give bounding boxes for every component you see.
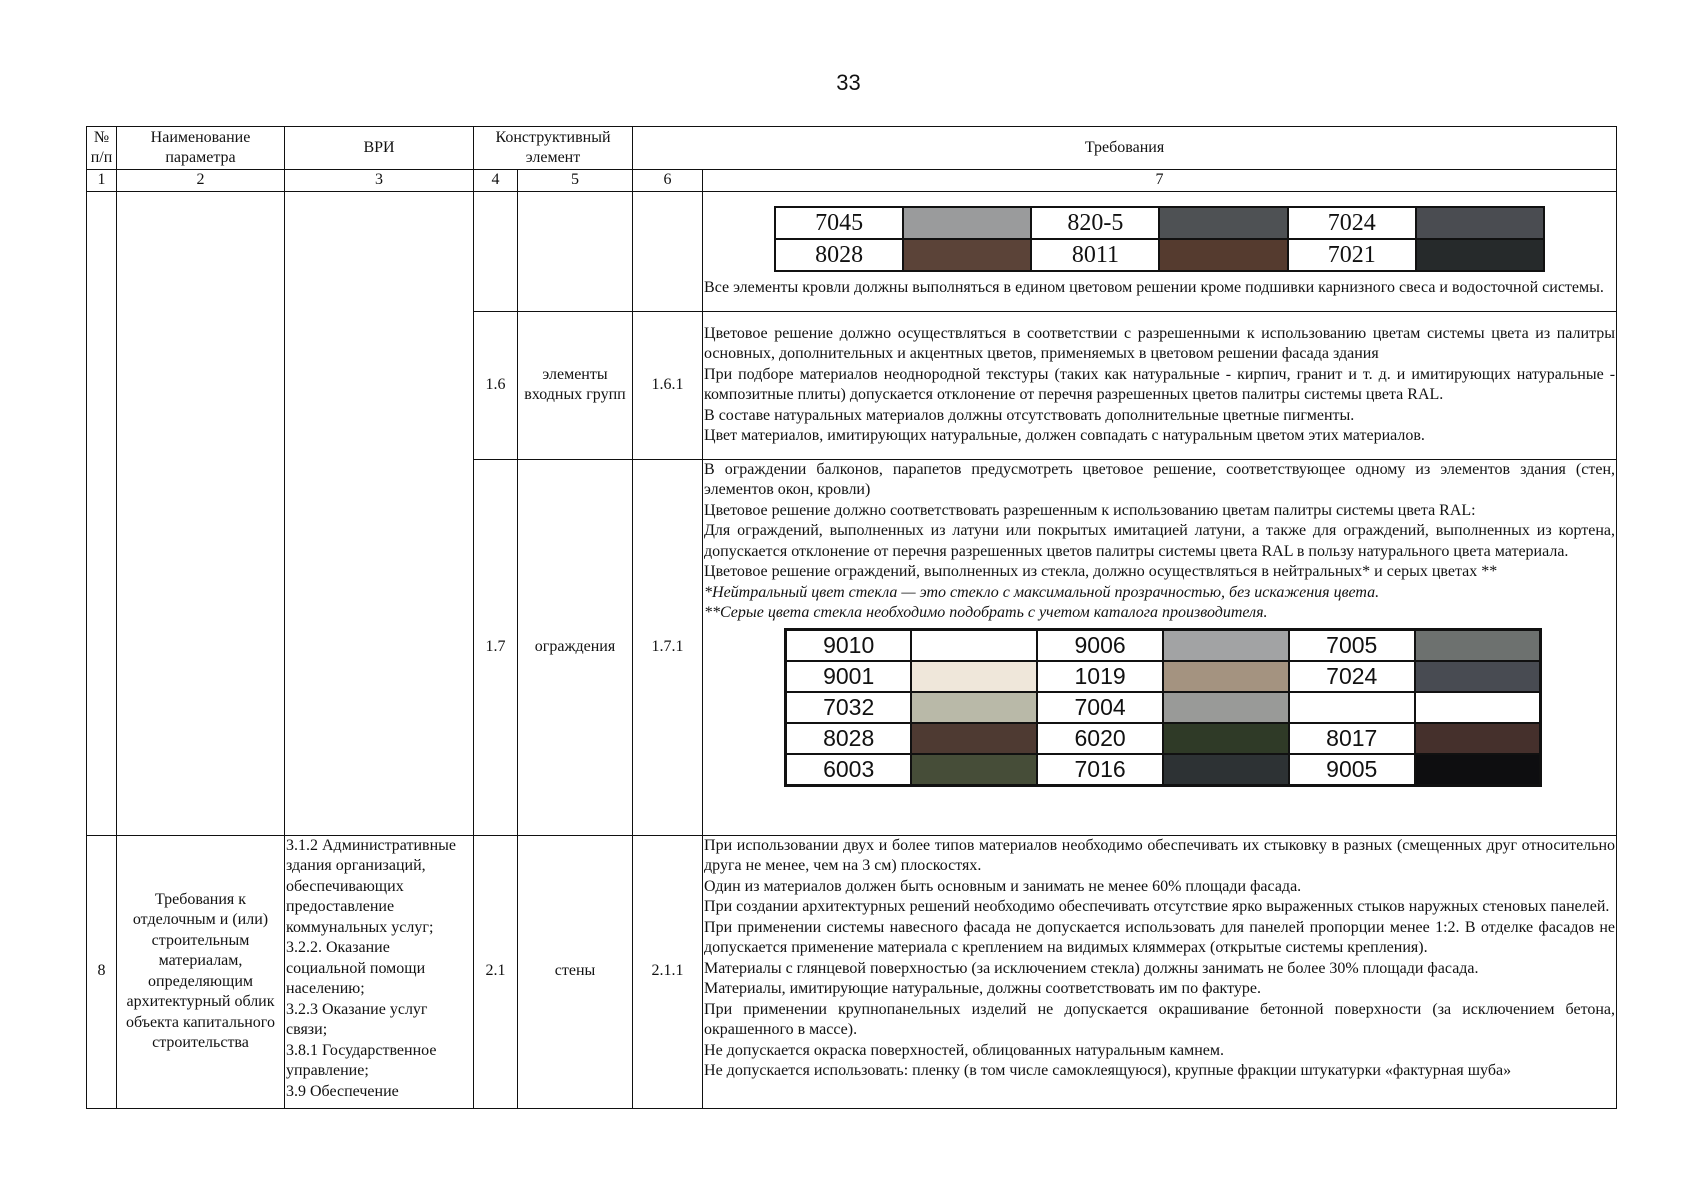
- color-swatch: [903, 239, 1031, 271]
- column-numbers-row: [87, 170, 1617, 192]
- requirement-paragraph: Цветовое решение должно соответствовать разрешенным к использованию цветам палитры системы цвета RAL:: [704, 501, 1476, 519]
- requirement-paragraph: При применении системы навесного фасада не допускается использовать для панелей пропорции менее 1:2. В отделке фасадов не допускается применение материала с креплением на видимых кляммерах (открытые системы крепления).: [704, 918, 1616, 956]
- vri-item: 3.9 Обеспечение: [286, 1082, 399, 1100]
- requirement-paragraph: Материалы, имитирующие натуральные, должны соответствовать им по фактуре.: [704, 980, 1261, 997]
- page-number: 33: [836, 70, 861, 95]
- ral-code: 6020: [1037, 723, 1163, 754]
- roof-color-palette: [774, 206, 1545, 272]
- footnote: **Серые цвета стекла необходимо подобрать с учетом каталога производителя.: [704, 604, 1268, 621]
- ral-code: 7016: [1037, 754, 1163, 786]
- requirements-table: [86, 126, 1617, 1109]
- vri-item: 3.2.2. Оказание социальной помощи населению;: [286, 939, 426, 997]
- color-swatch: [1159, 239, 1287, 271]
- column-number: 5: [518, 170, 633, 192]
- requirement-paragraph: При создании архитектурных решений необходимо обеспечивать отсутствие ярко выраженных стыков наружных стеновых панелей.: [704, 898, 1610, 915]
- column-number: 1: [87, 170, 117, 192]
- ral-code: 9005: [1289, 754, 1415, 786]
- color-swatch: [911, 661, 1037, 692]
- cell-empty: [474, 191, 518, 311]
- ral-code: 8028: [786, 723, 912, 754]
- requirement-paragraph: При использовании двух и более типов материалов необходимо обеспечивать их стыковку в разных (смещенных друг относительно друга не менее, чем на 3 см) плоскостях.: [704, 836, 1616, 874]
- element-name: стены: [518, 835, 633, 1108]
- requirement-paragraph: Цветовое решение должно осуществляться в соответствии с разрешенными к использованию цветам системы цвета из палитры основных, дополнительных и акцентных цветов, применяемых в цветовом решении фасада здания: [704, 324, 1616, 362]
- column-number: 2: [117, 170, 285, 192]
- ral-code: 820-5: [1031, 207, 1159, 239]
- color-swatch: [1163, 661, 1289, 692]
- element-name: ограждения: [518, 459, 633, 835]
- color-swatch: [911, 754, 1037, 786]
- entrance-requirements: [703, 311, 1617, 459]
- requirement-paragraph: Для ограждений, выполненных из латуни или покрытых имитацией латуни, а также для ограждений, выполненных из кортена, допускается отклонение от перечня разрешенных цветов палитры системы цвета RAL в пользу натурального цвета материала.: [704, 522, 1616, 560]
- color-swatch: [1415, 692, 1541, 723]
- requirement-paragraph: Материалы с глянцевой поверхностью (за исключением стекла) должны занимать не более 30% площади фасада.: [704, 959, 1479, 977]
- color-swatch: [1415, 629, 1541, 661]
- color-swatch: [911, 692, 1037, 723]
- column-number: 7: [703, 170, 1617, 192]
- footnote: *Нейтральный цвет стекла — это стекло с максимальной прозрачностью, без искажения цвета.: [704, 583, 1380, 601]
- color-swatch: [1163, 629, 1289, 661]
- roof-requirements: [703, 191, 1617, 311]
- roof-text: Все элементы кровли должны выполняться в едином цветовом решении кроме подшивки карнизного свеса и водосточной системы.: [704, 279, 1604, 297]
- header-requirements: Требования: [633, 127, 1617, 170]
- ral-code: 7005: [1289, 629, 1415, 661]
- ral-code: [1289, 692, 1415, 723]
- cell-empty: [518, 191, 633, 311]
- fence-color-palette: [784, 628, 1542, 787]
- color-swatch: [1415, 754, 1541, 786]
- ral-code: 7024: [1288, 207, 1416, 239]
- cell-empty: [87, 191, 117, 835]
- column-number: 3: [285, 170, 474, 192]
- color-swatch: [911, 723, 1037, 754]
- walls-requirements: [703, 835, 1617, 1108]
- cell-empty: [633, 191, 703, 311]
- cell-empty: [117, 191, 285, 835]
- requirement-paragraph: В составе натуральных материалов должны отсутствовать дополнительные цветные пигменты.: [704, 406, 1355, 424]
- column-number: 6: [633, 170, 703, 192]
- ral-code: 9006: [1037, 629, 1163, 661]
- subelement-code: 1.7.1: [633, 459, 703, 835]
- color-swatch: [1416, 207, 1544, 239]
- ral-code: 9001: [786, 661, 912, 692]
- element-code: 1.7: [474, 459, 518, 835]
- column-number: 4: [474, 170, 518, 192]
- ral-code: 7045: [775, 207, 903, 239]
- ral-code: 8017: [1289, 723, 1415, 754]
- color-swatch: [1163, 754, 1289, 786]
- vri-item: 3.1.2 Административные здания организаций, обеспечивающих предоставление коммунальных услуг;: [286, 836, 457, 936]
- ral-code: 7004: [1037, 692, 1163, 723]
- element-code: 1.6: [474, 311, 518, 459]
- header-vri: ВРИ: [285, 127, 474, 170]
- requirement-paragraph: При применении крупнопанельных изделий не допускается окрашивание бетонной поверхности (за исключением бетона, окрашенного в массе).: [704, 1000, 1616, 1038]
- color-swatch: [1415, 723, 1541, 754]
- color-swatch: [1159, 207, 1287, 239]
- element-code: 2.1: [474, 835, 518, 1108]
- requirement-paragraph: Не допускается использовать: пленку (в том числе самоклеящуюся), крупные фракции штукатурки «фактурная шуба»: [704, 1062, 1512, 1079]
- color-swatch: [911, 629, 1037, 661]
- color-swatch: [1163, 723, 1289, 754]
- vri-list: [285, 835, 474, 1108]
- color-swatch: [1163, 692, 1289, 723]
- header-element: Конструктивный элемент: [474, 127, 633, 170]
- parameter-name: Требования к отделочным и (или) строительным материалам, определяющим архитектурный облик объекта капитального строительства: [117, 835, 285, 1108]
- requirement-paragraph: Цветовое решение ограждений, выполненных из стекла, должно осуществляться в нейтральных* и серых цветах **: [704, 563, 1498, 580]
- ral-code: 1019: [1037, 661, 1163, 692]
- ral-code: 6003: [786, 754, 912, 786]
- ral-code: 8028: [775, 239, 903, 271]
- ral-code: 7032: [786, 692, 912, 723]
- vri-item: 3.2.3 Оказание услуг связи;: [286, 1000, 428, 1038]
- subelement-code: 2.1.1: [633, 835, 703, 1108]
- subelement-code: 1.6.1: [633, 311, 703, 459]
- header-name: Наименование параметра: [117, 127, 285, 170]
- ral-code: 8011: [1031, 239, 1159, 271]
- header-num: № п/п: [87, 127, 117, 170]
- element-name: элементы входных групп: [518, 311, 633, 459]
- ral-code: 9010: [786, 629, 912, 661]
- fence-requirements: [703, 459, 1617, 835]
- ral-code: 7024: [1289, 661, 1415, 692]
- vri-item: 3.8.1 Государственное управление;: [286, 1041, 437, 1079]
- ral-code: 7021: [1288, 239, 1416, 271]
- requirement-paragraph: При подборе материалов неоднородной текстуры (таких как натуральные - кирпич, гранит и т. д. и имитирующих натуральные - композитные плиты) допускается отклонение от перечня разрешенных цветов палитры системы цвета RAL.: [704, 365, 1616, 403]
- row-number: 8: [87, 835, 117, 1108]
- requirement-paragraph: Не допускается окраска поверхностей, облицованных натуральным камнем.: [704, 1041, 1225, 1059]
- requirement-paragraph: Один из материалов должен быть основным и занимать не менее 60% площади фасада.: [704, 877, 1302, 895]
- cell-empty: [285, 191, 474, 835]
- requirement-paragraph: Цвет материалов, имитирующих натуральные, должен совпадать с натуральным цветом этих материалов.: [704, 427, 1425, 444]
- color-swatch: [1415, 661, 1541, 692]
- color-swatch: [903, 207, 1031, 239]
- color-swatch: [1416, 239, 1544, 271]
- requirement-paragraph: В ограждении балконов, парапетов предусмотреть цветовое решение, соответствующее одному из элементов здания (стен, элементов окон, кровли): [704, 460, 1616, 498]
